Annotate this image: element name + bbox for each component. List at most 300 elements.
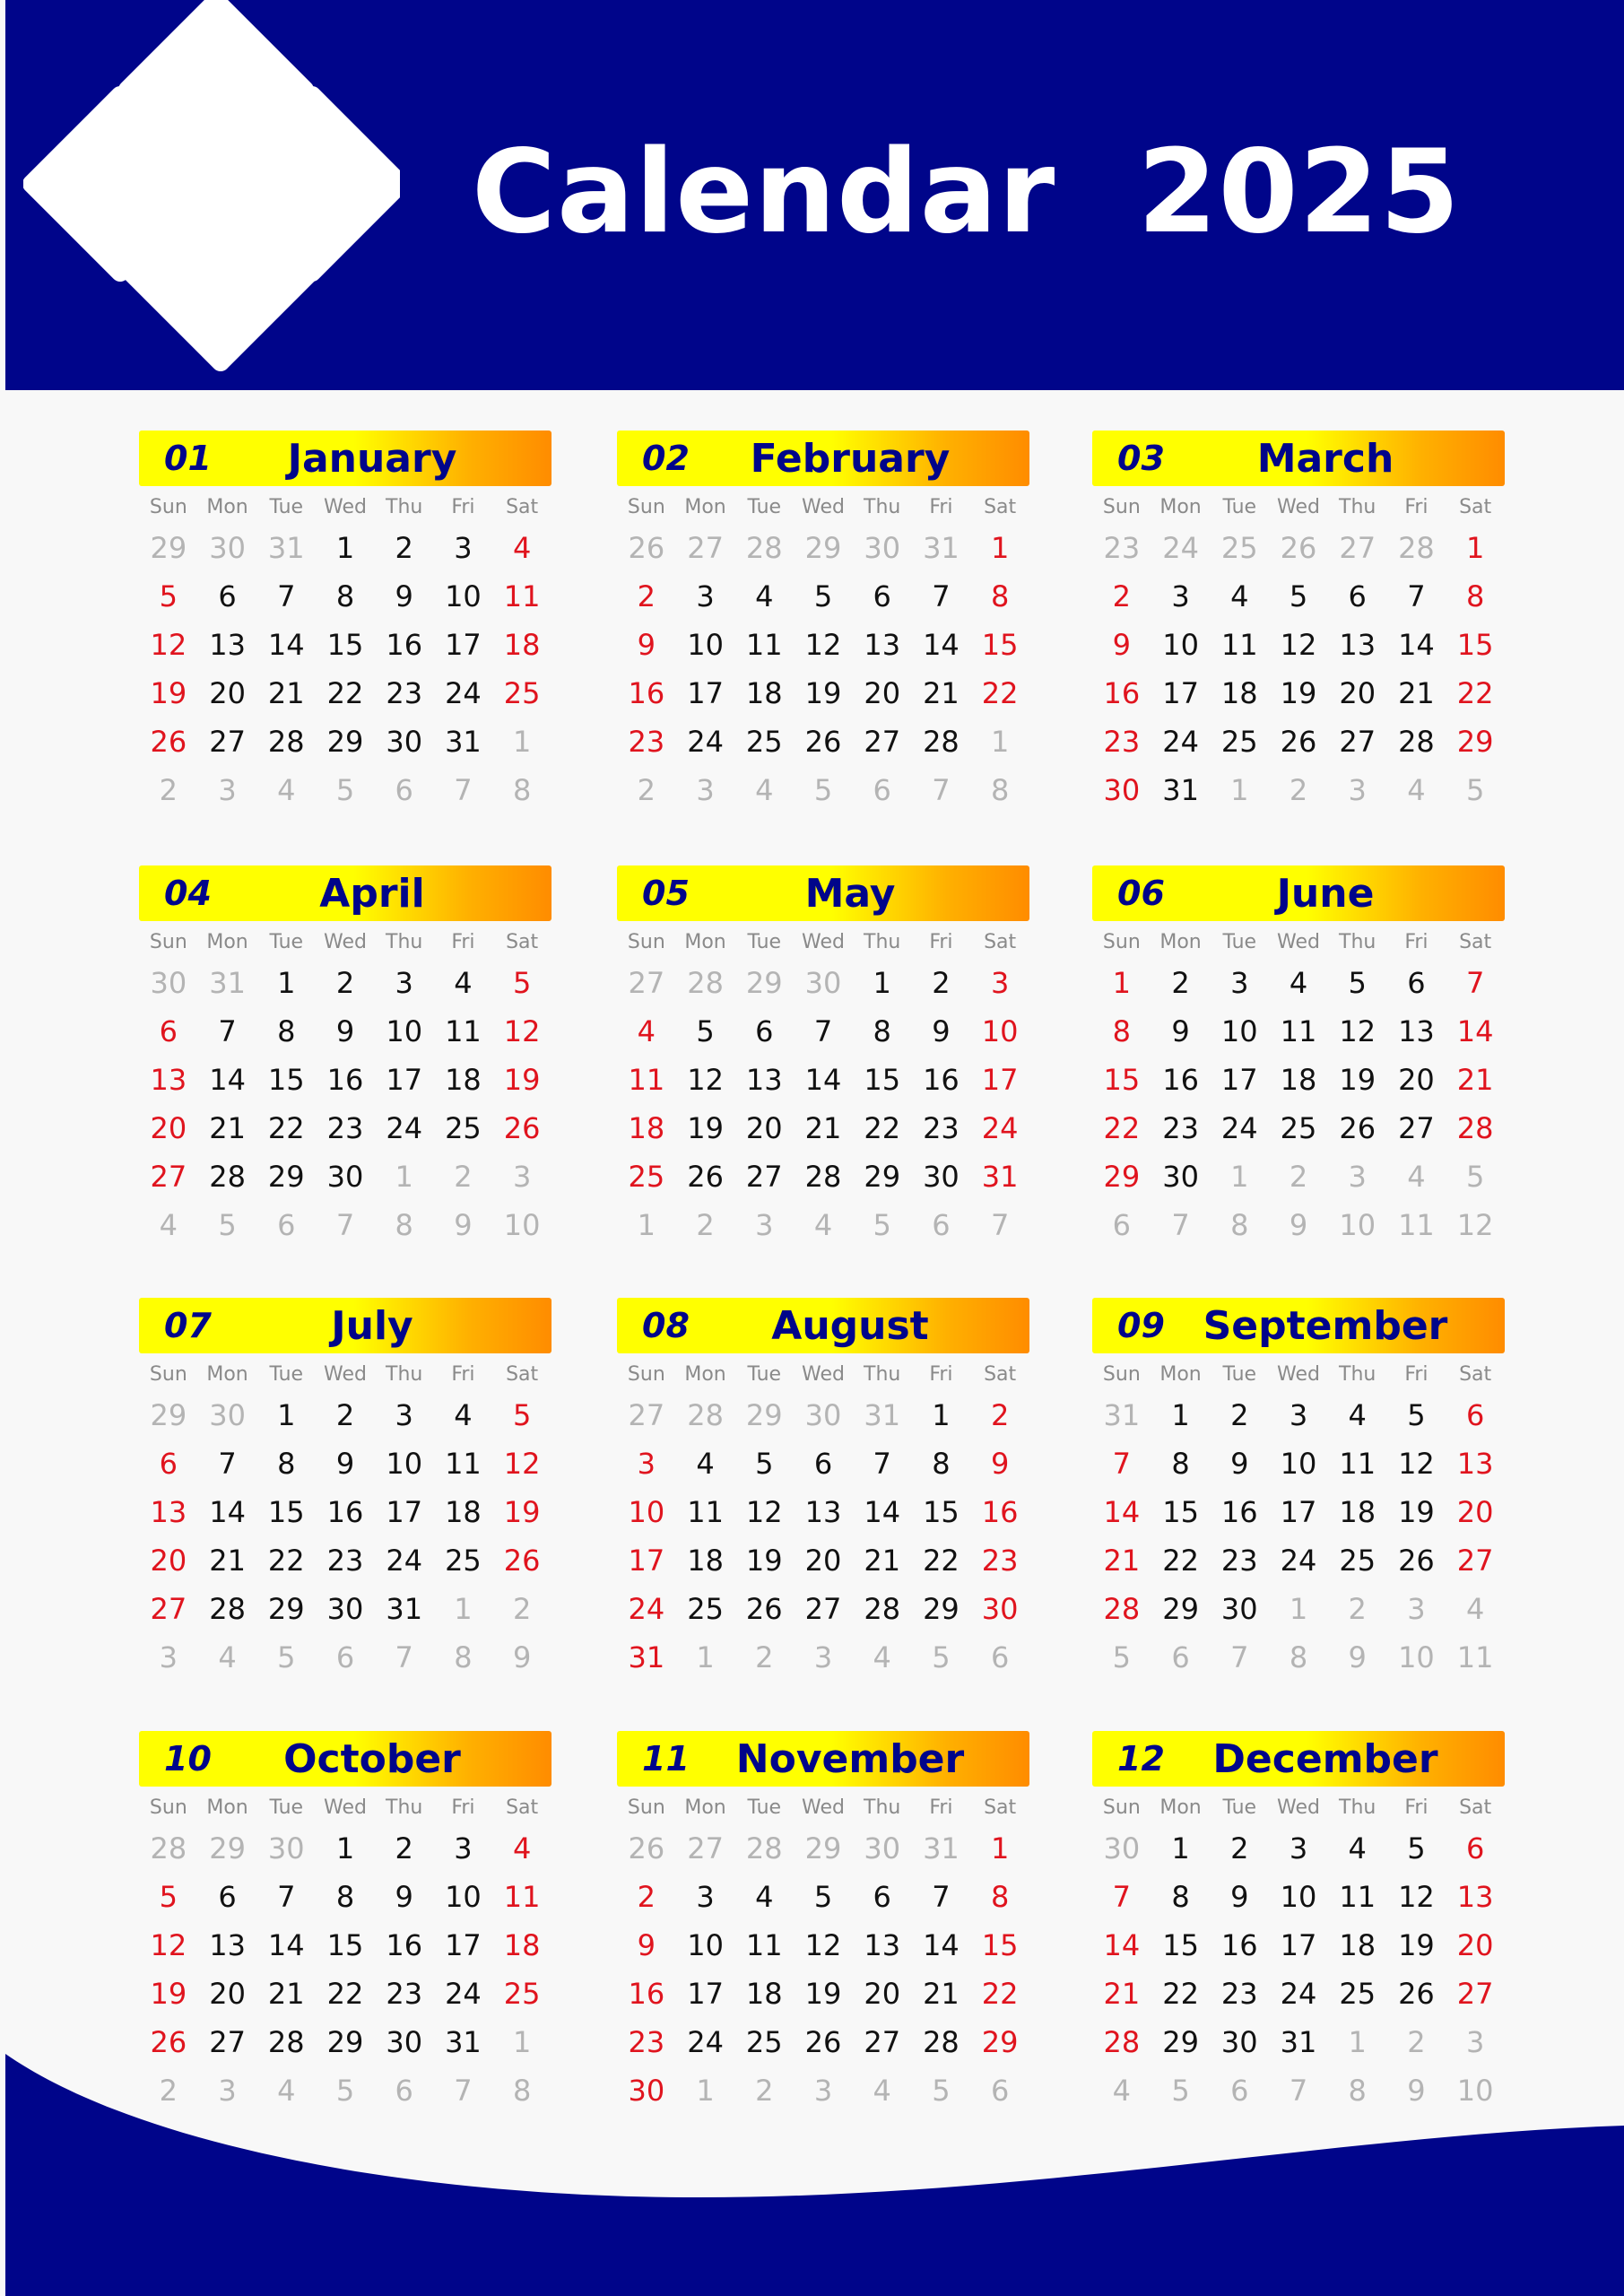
- weekday-label: Wed: [802, 1796, 845, 1819]
- adjacent-month-day: 27: [628, 1398, 665, 1432]
- day-cell: 12: [687, 1063, 724, 1097]
- day-cell: 2: [637, 1880, 656, 1914]
- day-cell: 7: [813, 1014, 833, 1048]
- adjacent-month-day: 27: [628, 966, 665, 1000]
- adjacent-month-day: 4: [277, 773, 296, 807]
- day-cell: 21: [1398, 676, 1435, 710]
- day-cell: 26: [1398, 1977, 1435, 2011]
- weekday-label: Fri: [929, 1796, 953, 1819]
- day-cell: 8: [335, 1880, 355, 1914]
- day-cell: 23: [628, 2025, 665, 2059]
- weekday-label: Tue: [747, 1796, 782, 1819]
- day-cell: 15: [981, 628, 1019, 662]
- day-cell: 30: [1220, 2025, 1258, 2059]
- month-name: April: [319, 871, 425, 917]
- day-cell: 6: [1465, 1831, 1485, 1866]
- adjacent-month-day: 4: [1112, 2074, 1132, 2108]
- day-cell: 6: [1407, 966, 1426, 1000]
- weekday-label: Fri: [1404, 496, 1429, 518]
- day-cell: 2: [1171, 966, 1190, 1000]
- adjacent-month-day: 29: [150, 531, 187, 565]
- day-cell: 4: [1348, 1398, 1367, 1432]
- weekday-label: Tue: [747, 931, 782, 953]
- weekday-label: Thu: [864, 496, 901, 518]
- month-november: [617, 1731, 1029, 2117]
- adjacent-month-day: 2: [159, 2074, 178, 2108]
- adjacent-month-day: 30: [804, 1398, 842, 1432]
- adjacent-month-day: 2: [159, 773, 178, 807]
- day-cell: 6: [1465, 1398, 1485, 1432]
- day-cell: 20: [804, 1544, 842, 1578]
- month-header-bar: [1092, 865, 1505, 921]
- day-cell: 4: [454, 1398, 473, 1432]
- day-cell: 1: [1171, 1831, 1190, 1866]
- day-cell: 14: [209, 1063, 246, 1097]
- day-cell: 28: [923, 725, 960, 759]
- day-cell: 4: [696, 1447, 715, 1481]
- adjacent-month-day: 7: [335, 1208, 355, 1242]
- day-cell: 15: [267, 1063, 305, 1097]
- day-cell: 27: [1456, 1977, 1494, 2011]
- adjacent-month-day: 9: [454, 1208, 473, 1242]
- day-cell: 8: [1465, 579, 1485, 613]
- day-cell: 3: [395, 966, 413, 1000]
- day-cell: 3: [454, 531, 473, 565]
- adjacent-month-day: 1: [1230, 1160, 1249, 1194]
- adjacent-month-day: 2: [1289, 1160, 1308, 1194]
- day-cell: 30: [1103, 773, 1141, 807]
- day-cell: 27: [150, 1160, 187, 1194]
- weekday-label: Mon: [206, 931, 248, 953]
- adjacent-month-day: 31: [209, 966, 246, 1000]
- day-cell: 12: [1398, 1880, 1435, 1914]
- day-grid: [617, 1359, 1029, 1682]
- day-cell: 24: [445, 1977, 482, 2011]
- day-cell: 16: [628, 1977, 665, 2011]
- adjacent-month-day: 6: [932, 1208, 951, 1242]
- adjacent-month-day: 5: [218, 1208, 237, 1242]
- adjacent-month-day: 28: [687, 966, 724, 1000]
- weekday-label: Tue: [1222, 931, 1257, 953]
- month-number: 12: [1117, 1739, 1165, 1779]
- day-cell: 3: [1230, 966, 1249, 1000]
- day-cell: 1: [1171, 1398, 1190, 1432]
- weekday-label: Mon: [1159, 1796, 1202, 1819]
- day-cell: 14: [923, 1928, 960, 1962]
- day-cell: 30: [628, 2074, 665, 2108]
- day-cell: 19: [1398, 1928, 1435, 1962]
- day-cell: 1: [990, 531, 1010, 565]
- month-header-bar: [617, 1731, 1029, 1787]
- adjacent-month-day: 29: [745, 966, 783, 1000]
- day-cell: 18: [503, 1928, 541, 1962]
- day-cell: 1: [277, 1398, 296, 1432]
- day-cell: 10: [445, 1880, 482, 1914]
- adjacent-month-day: 27: [687, 1831, 724, 1866]
- weekday-label: Mon: [206, 1796, 248, 1819]
- day-cell: 23: [326, 1111, 364, 1145]
- weekday-label: Tue: [269, 1363, 304, 1386]
- day-cell: 8: [277, 1014, 296, 1048]
- weekday-label: Mon: [684, 1363, 726, 1386]
- day-cell: 25: [745, 725, 783, 759]
- adjacent-month-day: 29: [804, 1831, 842, 1866]
- month-header-bar: [139, 1298, 551, 1353]
- day-cell: 20: [1456, 1495, 1494, 1529]
- day-cell: 10: [981, 1014, 1019, 1048]
- adjacent-month-day: 28: [687, 1398, 724, 1432]
- weekday-label: Tue: [269, 496, 304, 518]
- day-cell: 8: [990, 1880, 1010, 1914]
- day-cell: 13: [864, 1928, 901, 1962]
- day-cell: 22: [981, 676, 1019, 710]
- adjacent-month-day: 10: [503, 1208, 541, 1242]
- adjacent-month-day: 3: [696, 773, 715, 807]
- day-cell: 10: [386, 1014, 423, 1048]
- day-cell: 21: [804, 1111, 842, 1145]
- day-cell: 5: [1407, 1398, 1426, 1432]
- day-cell: 9: [637, 1928, 656, 1962]
- month-name: January: [287, 436, 457, 482]
- adjacent-month-day: 2: [755, 2074, 774, 2108]
- month-number: 02: [642, 439, 690, 478]
- day-cell: 5: [813, 579, 833, 613]
- month-march: [1092, 430, 1505, 816]
- day-cell: 8: [873, 1014, 891, 1048]
- weekday-label: Wed: [324, 931, 367, 953]
- month-name: June: [1276, 871, 1375, 917]
- weekday-label: Sun: [149, 1796, 187, 1819]
- day-cell: 17: [981, 1063, 1019, 1097]
- day-cell: 16: [981, 1495, 1019, 1529]
- day-cell: 11: [687, 1495, 724, 1529]
- day-cell: 22: [267, 1544, 305, 1578]
- day-cell: 12: [804, 1928, 842, 1962]
- adjacent-month-day: 3: [1348, 1160, 1367, 1194]
- adjacent-month-day: 8: [990, 773, 1010, 807]
- day-cell: 30: [1220, 1592, 1258, 1626]
- day-cell: 10: [628, 1495, 665, 1529]
- adjacent-month-day: 3: [813, 1640, 833, 1674]
- adjacent-month-day: 30: [209, 1398, 246, 1432]
- day-cell: 27: [745, 1160, 783, 1194]
- adjacent-month-day: 1: [990, 725, 1010, 759]
- day-grid: [139, 491, 551, 814]
- day-cell: 3: [1289, 1831, 1308, 1866]
- adjacent-month-day: 10: [1339, 1208, 1376, 1242]
- day-cell: 11: [628, 1063, 665, 1097]
- day-cell: 18: [445, 1063, 482, 1097]
- day-cell: 28: [1103, 1592, 1141, 1626]
- day-cell: 20: [150, 1111, 187, 1145]
- day-cell: 24: [386, 1544, 423, 1578]
- day-cell: 14: [864, 1495, 901, 1529]
- adjacent-month-day: 7: [1230, 1640, 1249, 1674]
- day-cell: 30: [1162, 1160, 1199, 1194]
- day-grid: [617, 926, 1029, 1249]
- month-january: [139, 430, 551, 816]
- day-cell: 10: [1162, 628, 1199, 662]
- day-cell: 1: [335, 531, 355, 565]
- weekday-label: Sat: [984, 496, 1017, 518]
- day-cell: 6: [873, 1880, 891, 1914]
- day-cell: 23: [923, 1111, 960, 1145]
- day-cell: 17: [1162, 676, 1199, 710]
- day-cell: 26: [1339, 1111, 1376, 1145]
- day-cell: 29: [1103, 1160, 1141, 1194]
- day-cell: 18: [687, 1544, 724, 1578]
- adjacent-month-day: 5: [1171, 2074, 1190, 2108]
- day-cell: 25: [687, 1592, 724, 1626]
- day-cell: 24: [1162, 725, 1199, 759]
- adjacent-month-day: 27: [1339, 531, 1376, 565]
- month-september: [1092, 1298, 1505, 1683]
- weekday-label: Thu: [386, 1796, 423, 1819]
- month-header-bar: [1092, 1298, 1505, 1353]
- adjacent-month-day: 1: [454, 1592, 473, 1626]
- day-cell: 13: [1398, 1014, 1435, 1048]
- day-cell: 21: [923, 1977, 960, 2011]
- day-cell: 18: [745, 1977, 783, 2011]
- day-cell: 9: [1171, 1014, 1190, 1048]
- day-cell: 18: [628, 1111, 665, 1145]
- day-cell: 15: [923, 1495, 960, 1529]
- day-cell: 6: [813, 1447, 833, 1481]
- day-cell: 7: [277, 1880, 296, 1914]
- adjacent-month-day: 29: [804, 531, 842, 565]
- adjacent-month-day: 26: [628, 1831, 665, 1866]
- month-name: July: [331, 1303, 413, 1349]
- adjacent-month-day: 2: [696, 1208, 715, 1242]
- month-december: [1092, 1731, 1505, 2117]
- day-cell: 21: [1456, 1063, 1494, 1097]
- day-cell: 25: [1339, 1977, 1376, 2011]
- day-cell: 2: [395, 531, 413, 565]
- day-cell: 28: [1398, 725, 1435, 759]
- adjacent-month-day: 30: [804, 966, 842, 1000]
- day-cell: 29: [267, 1160, 305, 1194]
- day-cell: 16: [1220, 1928, 1258, 1962]
- day-cell: 9: [1112, 628, 1132, 662]
- day-cell: 2: [395, 1831, 413, 1866]
- adjacent-month-day: 30: [864, 1831, 901, 1866]
- adjacent-month-day: 8: [1289, 1640, 1308, 1674]
- month-name: May: [804, 871, 896, 917]
- weekday-label: Thu: [864, 1363, 901, 1386]
- adjacent-month-day: 5: [932, 1640, 951, 1674]
- adjacent-month-day: 24: [1162, 531, 1199, 565]
- month-number: 06: [1117, 874, 1165, 913]
- day-cell: 21: [209, 1111, 246, 1145]
- day-cell: 2: [335, 1398, 355, 1432]
- day-grid: [139, 1792, 551, 2115]
- adjacent-month-day: 11: [1456, 1640, 1494, 1674]
- adjacent-month-day: 6: [277, 1208, 296, 1242]
- day-cell: 4: [1230, 579, 1249, 613]
- adjacent-month-day: 28: [1398, 531, 1435, 565]
- day-cell: 7: [873, 1447, 891, 1481]
- day-cell: 11: [1220, 628, 1258, 662]
- adjacent-month-day: 28: [150, 1831, 187, 1866]
- adjacent-month-day: 25: [1220, 531, 1258, 565]
- day-cell: 7: [1112, 1447, 1132, 1481]
- day-cell: 1: [873, 966, 891, 1000]
- day-cell: 16: [386, 1928, 423, 1962]
- day-cell: 11: [445, 1014, 482, 1048]
- day-grid: [1092, 1359, 1505, 1682]
- day-cell: 3: [696, 1880, 715, 1914]
- day-cell: 22: [1456, 676, 1494, 710]
- day-cell: 6: [755, 1014, 774, 1048]
- adjacent-month-day: 1: [395, 1160, 413, 1194]
- day-cell: 5: [159, 1880, 178, 1914]
- weekday-label: Sun: [149, 931, 187, 953]
- adjacent-month-day: 3: [159, 1640, 178, 1674]
- day-grid: [617, 491, 1029, 814]
- day-cell: 11: [445, 1447, 482, 1481]
- month-june: [1092, 865, 1505, 1251]
- weekday-label: Sun: [1102, 931, 1141, 953]
- day-cell: 17: [445, 1928, 482, 1962]
- day-cell: 18: [1339, 1928, 1376, 1962]
- day-cell: 3: [395, 1398, 413, 1432]
- day-cell: 18: [445, 1495, 482, 1529]
- day-cell: 30: [326, 1160, 364, 1194]
- day-cell: 9: [990, 1447, 1010, 1481]
- month-may: [617, 865, 1029, 1251]
- day-cell: 6: [159, 1014, 178, 1048]
- day-cell: 5: [813, 1880, 833, 1914]
- day-cell: 3: [454, 1831, 473, 1866]
- day-cell: 20: [1398, 1063, 1435, 1097]
- day-cell: 22: [1162, 1544, 1199, 1578]
- adjacent-month-day: 3: [755, 1208, 774, 1242]
- month-header-bar: [139, 865, 551, 921]
- adjacent-month-day: 2: [1348, 1592, 1367, 1626]
- weekday-label: Wed: [802, 1363, 845, 1386]
- weekday-label: Fri: [451, 1796, 475, 1819]
- day-cell: 7: [1465, 966, 1485, 1000]
- day-cell: 5: [755, 1447, 774, 1481]
- month-header-bar: [139, 1731, 551, 1787]
- day-grid: [139, 926, 551, 1249]
- adjacent-month-day: 6: [990, 2074, 1010, 2108]
- weekday-label: Sat: [984, 931, 1017, 953]
- weekday-label: Tue: [269, 931, 304, 953]
- day-cell: 31: [445, 2025, 482, 2059]
- adjacent-month-day: 3: [813, 2074, 833, 2108]
- day-cell: 29: [267, 1592, 305, 1626]
- month-july: [139, 1298, 551, 1683]
- weekday-label: Sun: [627, 931, 665, 953]
- adjacent-month-day: 31: [923, 1831, 960, 1866]
- adjacent-month-day: 3: [1348, 773, 1367, 807]
- weekday-label: Sat: [1459, 496, 1492, 518]
- weekday-label: Sat: [506, 931, 539, 953]
- day-cell: 12: [150, 1928, 187, 1962]
- weekday-label: Wed: [324, 496, 367, 518]
- adjacent-month-day: 12: [1456, 1208, 1494, 1242]
- weekday-label: Thu: [1339, 496, 1376, 518]
- day-cell: 8: [277, 1447, 296, 1481]
- day-cell: 8: [335, 579, 355, 613]
- day-cell: 26: [804, 725, 842, 759]
- weekday-label: Mon: [206, 1363, 248, 1386]
- day-cell: 9: [335, 1447, 355, 1481]
- day-cell: 24: [1220, 1111, 1258, 1145]
- adjacent-month-day: 5: [1112, 1640, 1132, 1674]
- day-cell: 10: [1220, 1014, 1258, 1048]
- adjacent-month-day: 26: [628, 531, 665, 565]
- day-cell: 13: [1456, 1880, 1494, 1914]
- day-cell: 13: [150, 1495, 187, 1529]
- weekday-label: Wed: [802, 496, 845, 518]
- day-cell: 6: [1348, 579, 1367, 613]
- day-cell: 13: [864, 628, 901, 662]
- day-cell: 12: [1398, 1447, 1435, 1481]
- day-cell: 31: [445, 725, 482, 759]
- day-grid: [1092, 1792, 1505, 2115]
- adjacent-month-day: 30: [1103, 1831, 1141, 1866]
- day-cell: 19: [150, 1977, 187, 2011]
- weekday-label: Wed: [1277, 931, 1320, 953]
- day-cell: 1: [932, 1398, 951, 1432]
- day-cell: 30: [386, 725, 423, 759]
- adjacent-month-day: 5: [277, 1640, 296, 1674]
- day-cell: 23: [386, 676, 423, 710]
- weekday-label: Mon: [684, 496, 726, 518]
- day-cell: 29: [1162, 1592, 1199, 1626]
- day-cell: 20: [209, 676, 246, 710]
- adjacent-month-day: 2: [637, 773, 656, 807]
- weekday-label: Sat: [1459, 931, 1492, 953]
- day-cell: 4: [755, 1880, 774, 1914]
- day-cell: 19: [687, 1111, 724, 1145]
- day-cell: 14: [804, 1063, 842, 1097]
- day-cell: 5: [512, 966, 532, 1000]
- adjacent-month-day: 28: [745, 1831, 783, 1866]
- day-cell: 15: [326, 1928, 364, 1962]
- day-cell: 28: [267, 2025, 305, 2059]
- day-cell: 14: [1103, 1495, 1141, 1529]
- day-cell: 27: [804, 1592, 842, 1626]
- day-cell: 22: [864, 1111, 901, 1145]
- day-cell: 11: [503, 1880, 541, 1914]
- month-october: [139, 1731, 551, 2117]
- day-cell: 29: [864, 1160, 901, 1194]
- weekday-label: Fri: [929, 1363, 953, 1386]
- day-cell: 20: [1456, 1928, 1494, 1962]
- day-cell: 1: [990, 1831, 1010, 1866]
- day-cell: 14: [267, 628, 305, 662]
- day-cell: 26: [1280, 725, 1317, 759]
- day-cell: 28: [1103, 2025, 1141, 2059]
- day-cell: 26: [804, 2025, 842, 2059]
- weekday-label: Mon: [206, 496, 248, 518]
- month-number: 03: [1117, 439, 1165, 478]
- weekday-label: Thu: [1339, 1796, 1376, 1819]
- day-cell: 27: [1398, 1111, 1435, 1145]
- adjacent-month-day: 3: [1407, 1592, 1426, 1626]
- day-cell: 3: [637, 1447, 656, 1481]
- weekday-label: Sat: [984, 1796, 1017, 1819]
- day-cell: 20: [209, 1977, 246, 2011]
- day-cell: 6: [873, 579, 891, 613]
- weekday-label: Fri: [929, 931, 953, 953]
- day-cell: 22: [326, 1977, 364, 2011]
- adjacent-month-day: 2: [454, 1160, 473, 1194]
- day-cell: 9: [335, 1014, 355, 1048]
